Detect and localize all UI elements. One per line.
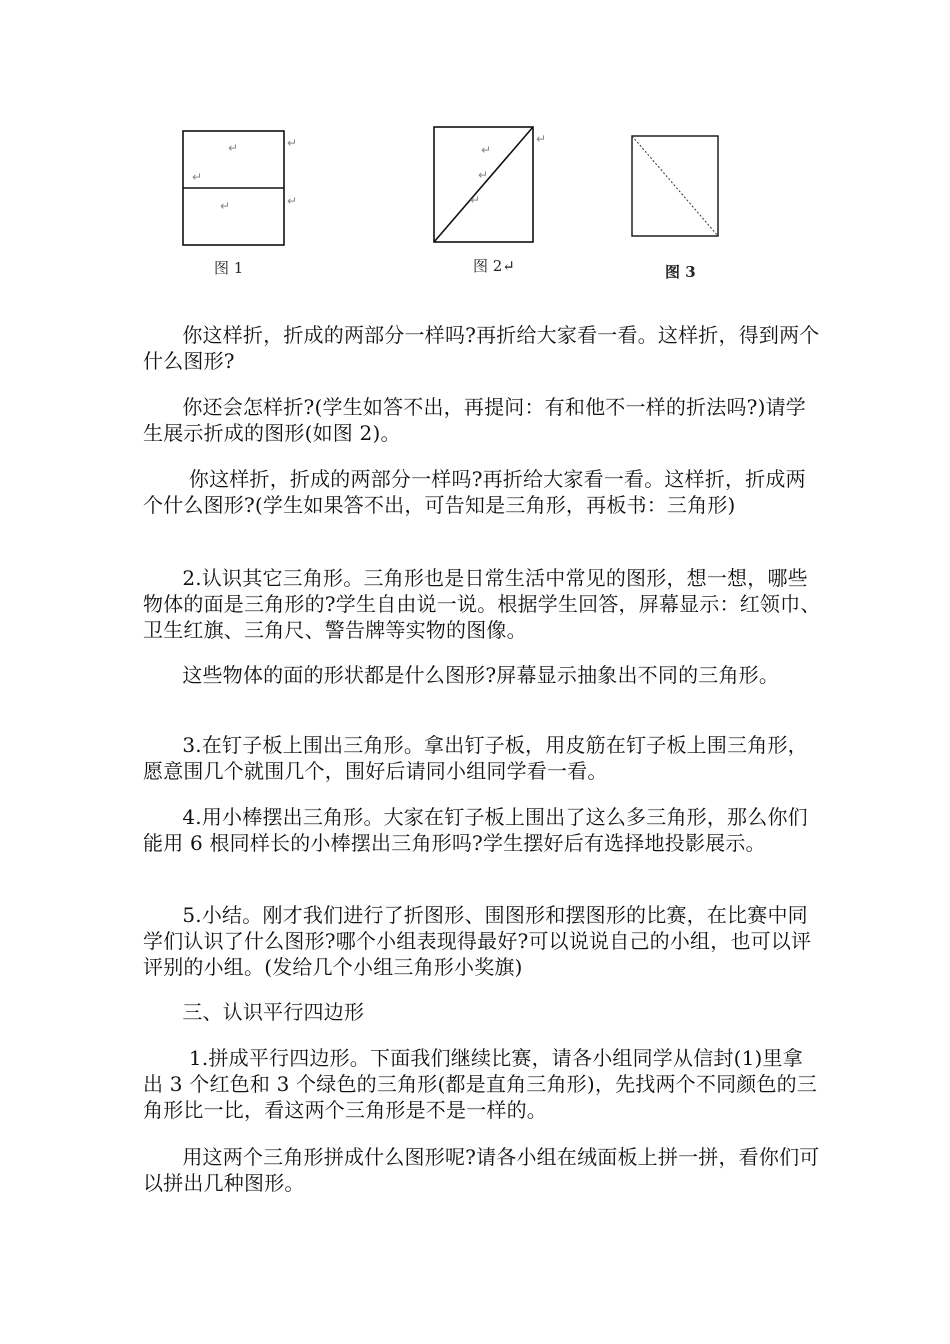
figure-1-caption: 图 1 (214, 259, 244, 277)
paragraph-recognize-triangles: 2.认识其它三角形。三角形也是日常生活中常见的图形，想一想，哪些物体的面是三角形的?学生自由说一说。根据学生回答，屏幕显示：红领巾、卫生红旗、三角尺、警告牌等实物的图像。 (143, 566, 821, 642)
return-mark-icon: ↵ (287, 194, 298, 208)
return-mark-icon: ↵ (478, 168, 489, 182)
return-mark-icon: ↵ (287, 136, 298, 150)
paragraph-summary: 5.小结。刚才我们进行了折图形、围图形和摆图形的比赛，在比赛中同学们认识了什么图形?哪个小组表现得最好?可以说说自己的小组，也可以评评别的小组。(发给几个小组三角形小奖旗) (143, 903, 812, 979)
return-mark-icon: ↵ (192, 170, 203, 184)
return-mark-icon: ↵ (228, 141, 239, 155)
paragraph-fold-question: 你这样折，折成的两部分一样吗?再折给大家看一看。这样折，得到两个什么图形? (143, 323, 820, 373)
figure-3-caption: 图 3 (665, 263, 696, 281)
paragraph-other-fold: 你还会怎样折?(学生如答不出，再提问：有和他不一样的折法吗?)请学生展示折成的图形(如图 2)。 (143, 395, 807, 445)
paragraph-form-parallelogram: 1.拼成平行四边形。下面我们继续比赛，请各小组同学从信封(1)里拿出 3 个红色和 3 个绿色的三角形(都是直角三角形)，先找两个不同颜色的三角形比一比，看这两个三角形是不是一样的。 (143, 1046, 818, 1122)
paragraph-combine-shapes: 用这两个三角形拼成什么图形呢?请各小组在绒面板上拼一拼，看你们可以拼出几种图形。 (143, 1145, 820, 1195)
paragraph-nail-board: 3.在钉子板上围出三角形。拿出钉子板，用皮筋在钉子板上围三角形，愿意围几个就围几个，围好后请同小组同学看一看。 (143, 733, 808, 783)
paragraph-fold-triangle: 你这样折，折成的两部分一样吗?再折给大家看一看。这样折，折成两个什么图形?(学生如果答不出，可告知是三角形，再板书：三角形) (143, 467, 806, 517)
paragraph-sticks: 4.用小棒摆出三角形。大家在钉子板上围出了这么多三角形，那么你们能用 6 根同样长的小棒摆出三角形吗?学生摆好后有选择地投影展示。 (143, 805, 808, 855)
return-mark-icon: ↵ (536, 132, 547, 146)
paragraph-abstract-shapes: 这些物体的面的形状都是什么图形?屏幕显示抽象出不同的三角形。 (143, 663, 780, 687)
return-mark-icon: ↵ (470, 193, 481, 207)
figure-2-caption: 图 2↵ (473, 257, 515, 275)
section-heading-parallelogram: 三、认识平行四边形 (143, 1000, 365, 1024)
return-mark-icon: ↵ (481, 143, 492, 157)
return-mark-icon: ↵ (220, 199, 231, 213)
figure-3 (632, 136, 718, 236)
figure-3-diagonal (632, 136, 718, 236)
